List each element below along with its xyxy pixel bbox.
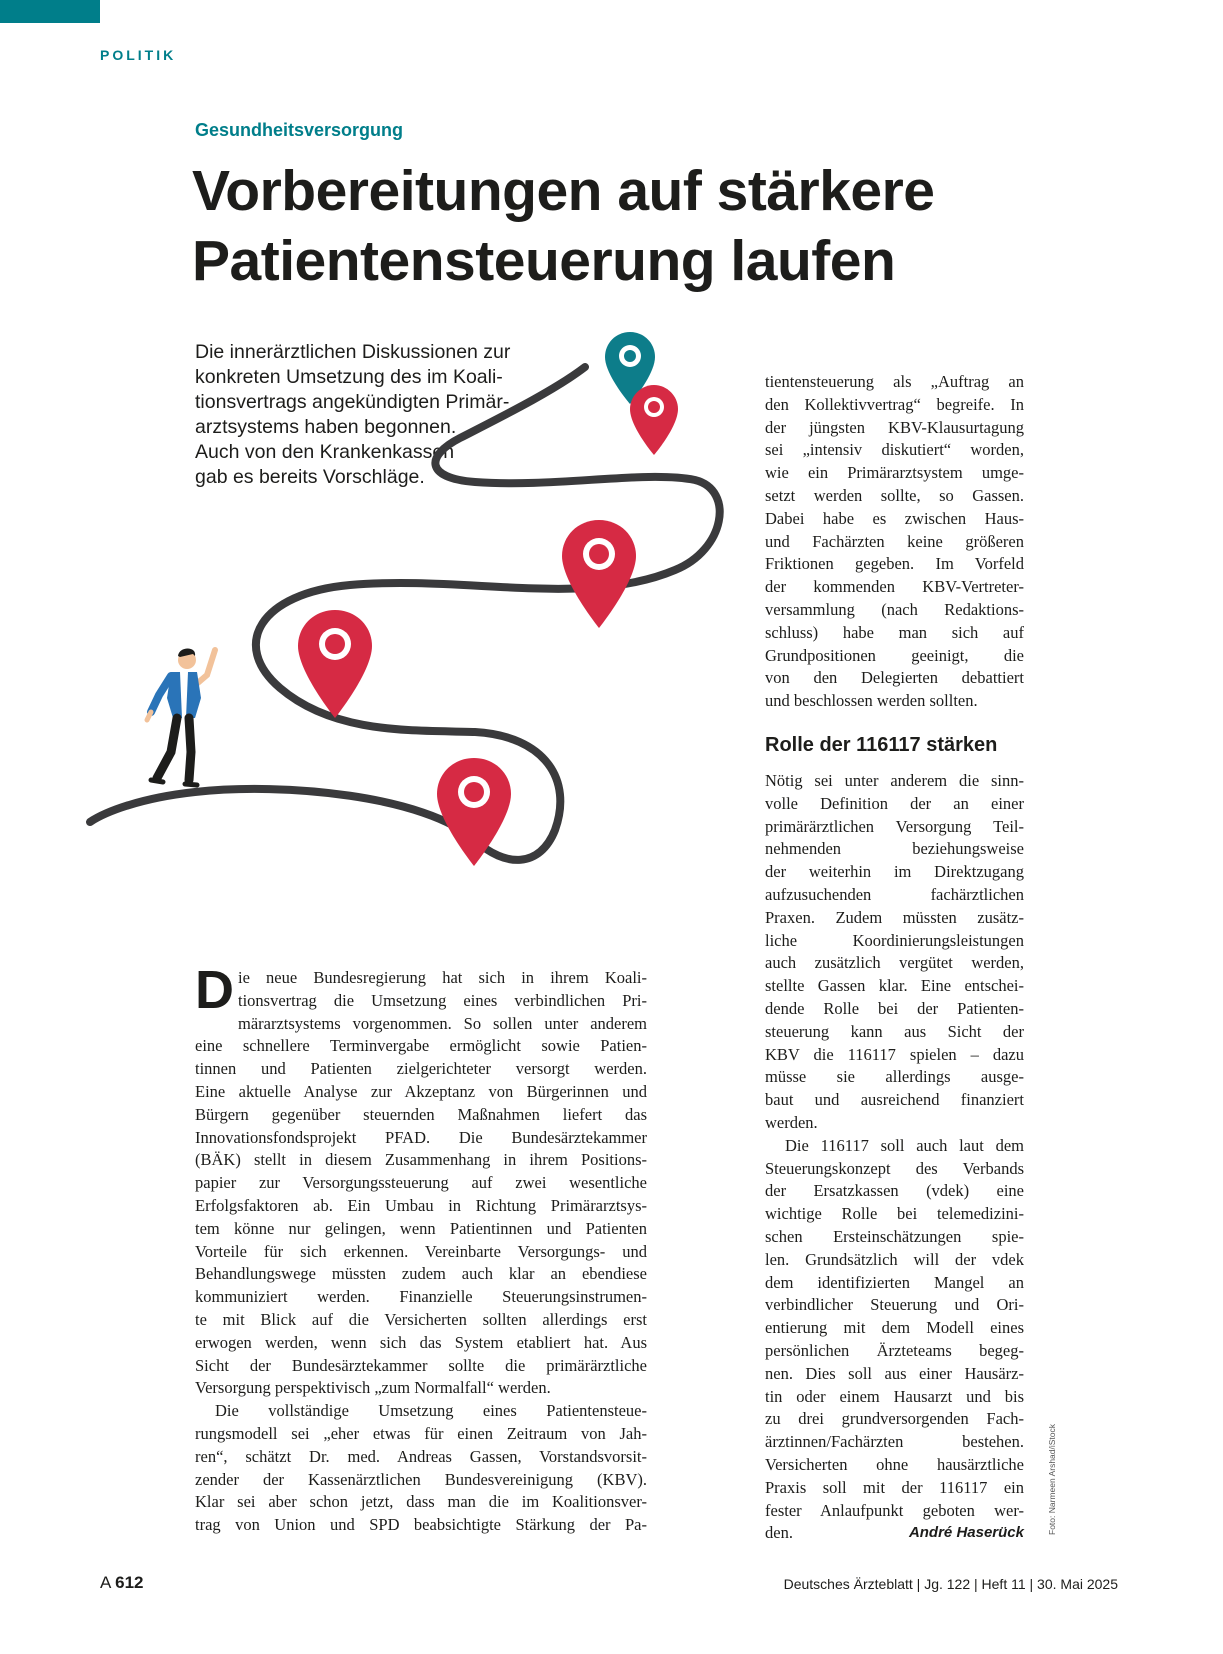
- text-line: der jüngsten KBV-Klausurtagung: [765, 417, 1024, 437]
- text-line: persönlichen Ärzteteams begeg-: [765, 1340, 1024, 1360]
- teaser-line: Die innerärztlichen Diskussionen zur: [195, 341, 511, 363]
- text-line: sei „intensiv diskutiert“ worden,: [765, 440, 1024, 460]
- text-line: wichtige Rolle bei telemedizini-: [765, 1204, 1024, 1224]
- body-column-right-top: [765, 371, 1024, 713]
- teaser-line: Auch von den Krankenkassen: [195, 441, 455, 463]
- person-waving-icon: [147, 649, 215, 786]
- corner-accent-bar: [0, 0, 100, 23]
- text-line: entierung mit dem Modell eines: [765, 1318, 1024, 1338]
- subheading: Rolle der 116117 stärken: [765, 734, 998, 756]
- text-line: Klar sei aber schon jetzt, dass man die im Koalitionsver-: [195, 1492, 647, 1512]
- page-number-value: 612: [115, 1573, 144, 1592]
- text-line: wie ein Primärarztsystem umge-: [765, 463, 1024, 483]
- text-line: und Fachärzten keine größeren: [765, 531, 1024, 551]
- text-line: papier zur Versorgungssteuerung auf zwei wesentliche: [195, 1173, 647, 1193]
- text-line: zender der Kassenärztlichen Bundesvereinigung (KBV).: [195, 1469, 647, 1489]
- text-line: kommuniziert werden. Finanzielle Steuerungsinstrumen-: [195, 1287, 647, 1307]
- text-line: auch zusätzlich vergütet werden,: [765, 953, 1024, 973]
- text-line: volle Definition der an einer: [765, 793, 1024, 813]
- journal-footer: Deutsches Ärzteblatt | Jg. 122 | Heft 11 | 30. Mai 2025: [783, 1576, 1118, 1592]
- text-line: tionsvertrag die Umsetzung eines verbindlichen Pri-: [238, 990, 647, 1010]
- text-line: werden.: [765, 1112, 818, 1132]
- article-kicker: Gesundheitsversorgung: [195, 120, 404, 140]
- location-pin-small-icon: [630, 385, 678, 455]
- text-line: Eine aktuelle Analyse zur Akzeptanz von Bürgerinnen und: [195, 1081, 647, 1101]
- location-pin-icon: [298, 610, 372, 718]
- body-column-right-bottom: [765, 770, 1024, 1545]
- text-line: zu drei grundversorgenden Fach-: [765, 1409, 1024, 1429]
- text-line: ie neue Bundesregierung hat sich in ihrem Koali-: [238, 968, 647, 987]
- text-line: liche Koordinierungsleistungen: [765, 930, 1024, 950]
- last-line-with-author: [765, 1522, 1024, 1545]
- body-column-left: [195, 960, 647, 1537]
- page-prefix: A: [100, 1573, 111, 1592]
- headline-line-1: Vorbereitungen auf stärkere: [192, 159, 935, 223]
- location-pin-icon: [437, 758, 511, 866]
- text-line: Vorteile für sich erkennen. Vereinbarte Versorgungs- und: [195, 1241, 647, 1261]
- text-line: dem identifizierten Mangel an: [765, 1272, 1024, 1292]
- text-line: primärärztlichen Versorgung Teil-: [765, 816, 1024, 836]
- text-line: Nötig sei unter anderem die sinn-: [765, 771, 1024, 790]
- headline-line-2: Patientensteuerung laufen: [192, 229, 896, 293]
- photo-credit: Foto: Narmeen Arshad/iStock: [1047, 1423, 1057, 1535]
- text-line: aufzusuchenden fachärztlichen: [765, 884, 1024, 904]
- text-line: ärztinnen/Fachärzten bestehen.: [765, 1432, 1024, 1452]
- text-line: Die 116117 soll auch laut dem: [785, 1135, 1024, 1155]
- text-line: versammlung (nach Redaktions-: [765, 599, 1024, 619]
- teaser-line: konkreten Umsetzung des im Koali-: [195, 366, 503, 388]
- text-line: schluss) habe man sich auf: [765, 622, 1024, 642]
- text-line: tem könne nur gelingen, wenn Patientinnen und Patienten: [195, 1218, 647, 1238]
- text-line: den.: [765, 1523, 793, 1543]
- text-line: baut und ausreichend finanziert: [765, 1090, 1024, 1110]
- text-line: Steuerungskonzept des Verbands: [765, 1158, 1024, 1178]
- text-line: tientensteuerung als „Auftrag an: [765, 372, 1024, 391]
- text-line: trag von Union und SPD beabsichtigte Stärkung der Pa-: [195, 1515, 647, 1535]
- text-line: nen. Dies soll aus einer Hausärz-: [765, 1363, 1024, 1383]
- text-line: KBV die 116117 spielen – dazu: [765, 1044, 1024, 1064]
- text-line: te mit Blick auf die Versicherten sollten allerdings erst: [195, 1309, 647, 1329]
- text-line: len. Grundsätzlich will der vdek: [765, 1249, 1024, 1269]
- teaser-line: arztsystems haben begonnen.: [195, 416, 457, 438]
- text-line: der weiterhin im Direktzugang: [765, 862, 1024, 882]
- text-line: Praxis soll mit der 116117 ein: [765, 1477, 1024, 1497]
- text-line: den Kollektivvertrag“ begreife. In: [765, 394, 1024, 414]
- text-line: der kommenden KBV-Vertreter-: [765, 577, 1024, 597]
- road-map-illustration: [85, 320, 745, 920]
- text-line: tin oder einem Hausarzt und bis: [765, 1386, 1024, 1406]
- text-line: tinnen und Patienten zielgerichteter versorgt werden.: [195, 1059, 647, 1079]
- text-line: rungsmodell sei „eher etwas für einen Zeitraum von Jah-: [195, 1423, 647, 1443]
- text-line: Innovationsfondsprojekt PFAD. Die Bundesärztekammer: [195, 1127, 647, 1147]
- text-line: dende Rolle bei der Patienten-: [765, 998, 1024, 1018]
- drop-cap: D: [195, 960, 234, 1020]
- page-number: [100, 1573, 144, 1593]
- text-line: Friktionen gegeben. Im Vorfeld: [765, 554, 1024, 574]
- text-line: setzt werden sollte, so Gassen.: [765, 485, 1024, 505]
- article-headline: [192, 156, 1172, 296]
- text-line: erwogen werden, wenn sich das System etabliert hat. Aus: [195, 1332, 647, 1352]
- text-line: eine schnellere Terminvergabe ermöglicht sowie Patien-: [195, 1036, 647, 1056]
- text-line: Versicherten ohne hausärztliche: [765, 1454, 1024, 1474]
- text-line: verbindlicher Steuerung und Ori-: [765, 1295, 1024, 1315]
- text-line: nehmenden beziehungsweise: [765, 839, 1024, 859]
- section-label: POLITIK: [100, 47, 177, 63]
- text-line: ren“, schätzt Dr. med. Andreas Gassen, Vorstandsvorsit-: [195, 1446, 647, 1466]
- text-line: steuerung kann aus Sicht der: [765, 1021, 1024, 1041]
- text-line: Praxen. Zudem müssten zusätz-: [765, 907, 1024, 927]
- text-line: (BÄK) stellt in diesem Zusammenhang in ihrem Positions-: [195, 1150, 647, 1170]
- text-line: Grundpositionen geeinigt, die: [765, 645, 1024, 665]
- text-line: fester Anlaufpunkt geboten wer-: [765, 1500, 1024, 1520]
- text-line: Behandlungswege müssten zudem auch klar an ebendiese: [195, 1264, 647, 1284]
- text-line: stellte Gassen klar. Eine entschei-: [765, 976, 1024, 996]
- text-line: Sicht der Bundesärztekammer sollte die primärärztliche: [195, 1355, 647, 1375]
- text-line: und beschlossen werden sollten.: [765, 691, 978, 711]
- text-line: Die vollständige Umsetzung eines Patientensteue-: [215, 1401, 647, 1421]
- author-name: André Haserück: [908, 1524, 1024, 1542]
- text-line: schen Ersteinschätzungen spie-: [765, 1226, 1024, 1246]
- text-line: märarztsystems vorgenommen. So sollen unter anderem: [238, 1013, 647, 1033]
- teaser-line: gab es bereits Vorschläge.: [195, 466, 425, 488]
- text-line: Versorgung perspektivisch „zum Normalfall“ werden.: [195, 1378, 551, 1398]
- teaser-line: tionsvertrags angekündigten Primär-: [195, 391, 510, 413]
- text-line: von den Delegierten debattiert: [765, 668, 1024, 688]
- text-line: Erfolgsfaktoren ab. Ein Umbau in Richtung Primärarztsys-: [195, 1195, 647, 1215]
- text-line: der Ersatzkassen (vdek) eine: [765, 1181, 1024, 1201]
- text-line: Bürgern gegenüber steuernden Maßnahmen liefert das: [195, 1104, 647, 1124]
- text-line: Dabei habe es zwischen Haus-: [765, 508, 1024, 528]
- text-line: müsse sie allerdings ausge-: [765, 1067, 1024, 1087]
- location-pin-icon: [562, 520, 636, 628]
